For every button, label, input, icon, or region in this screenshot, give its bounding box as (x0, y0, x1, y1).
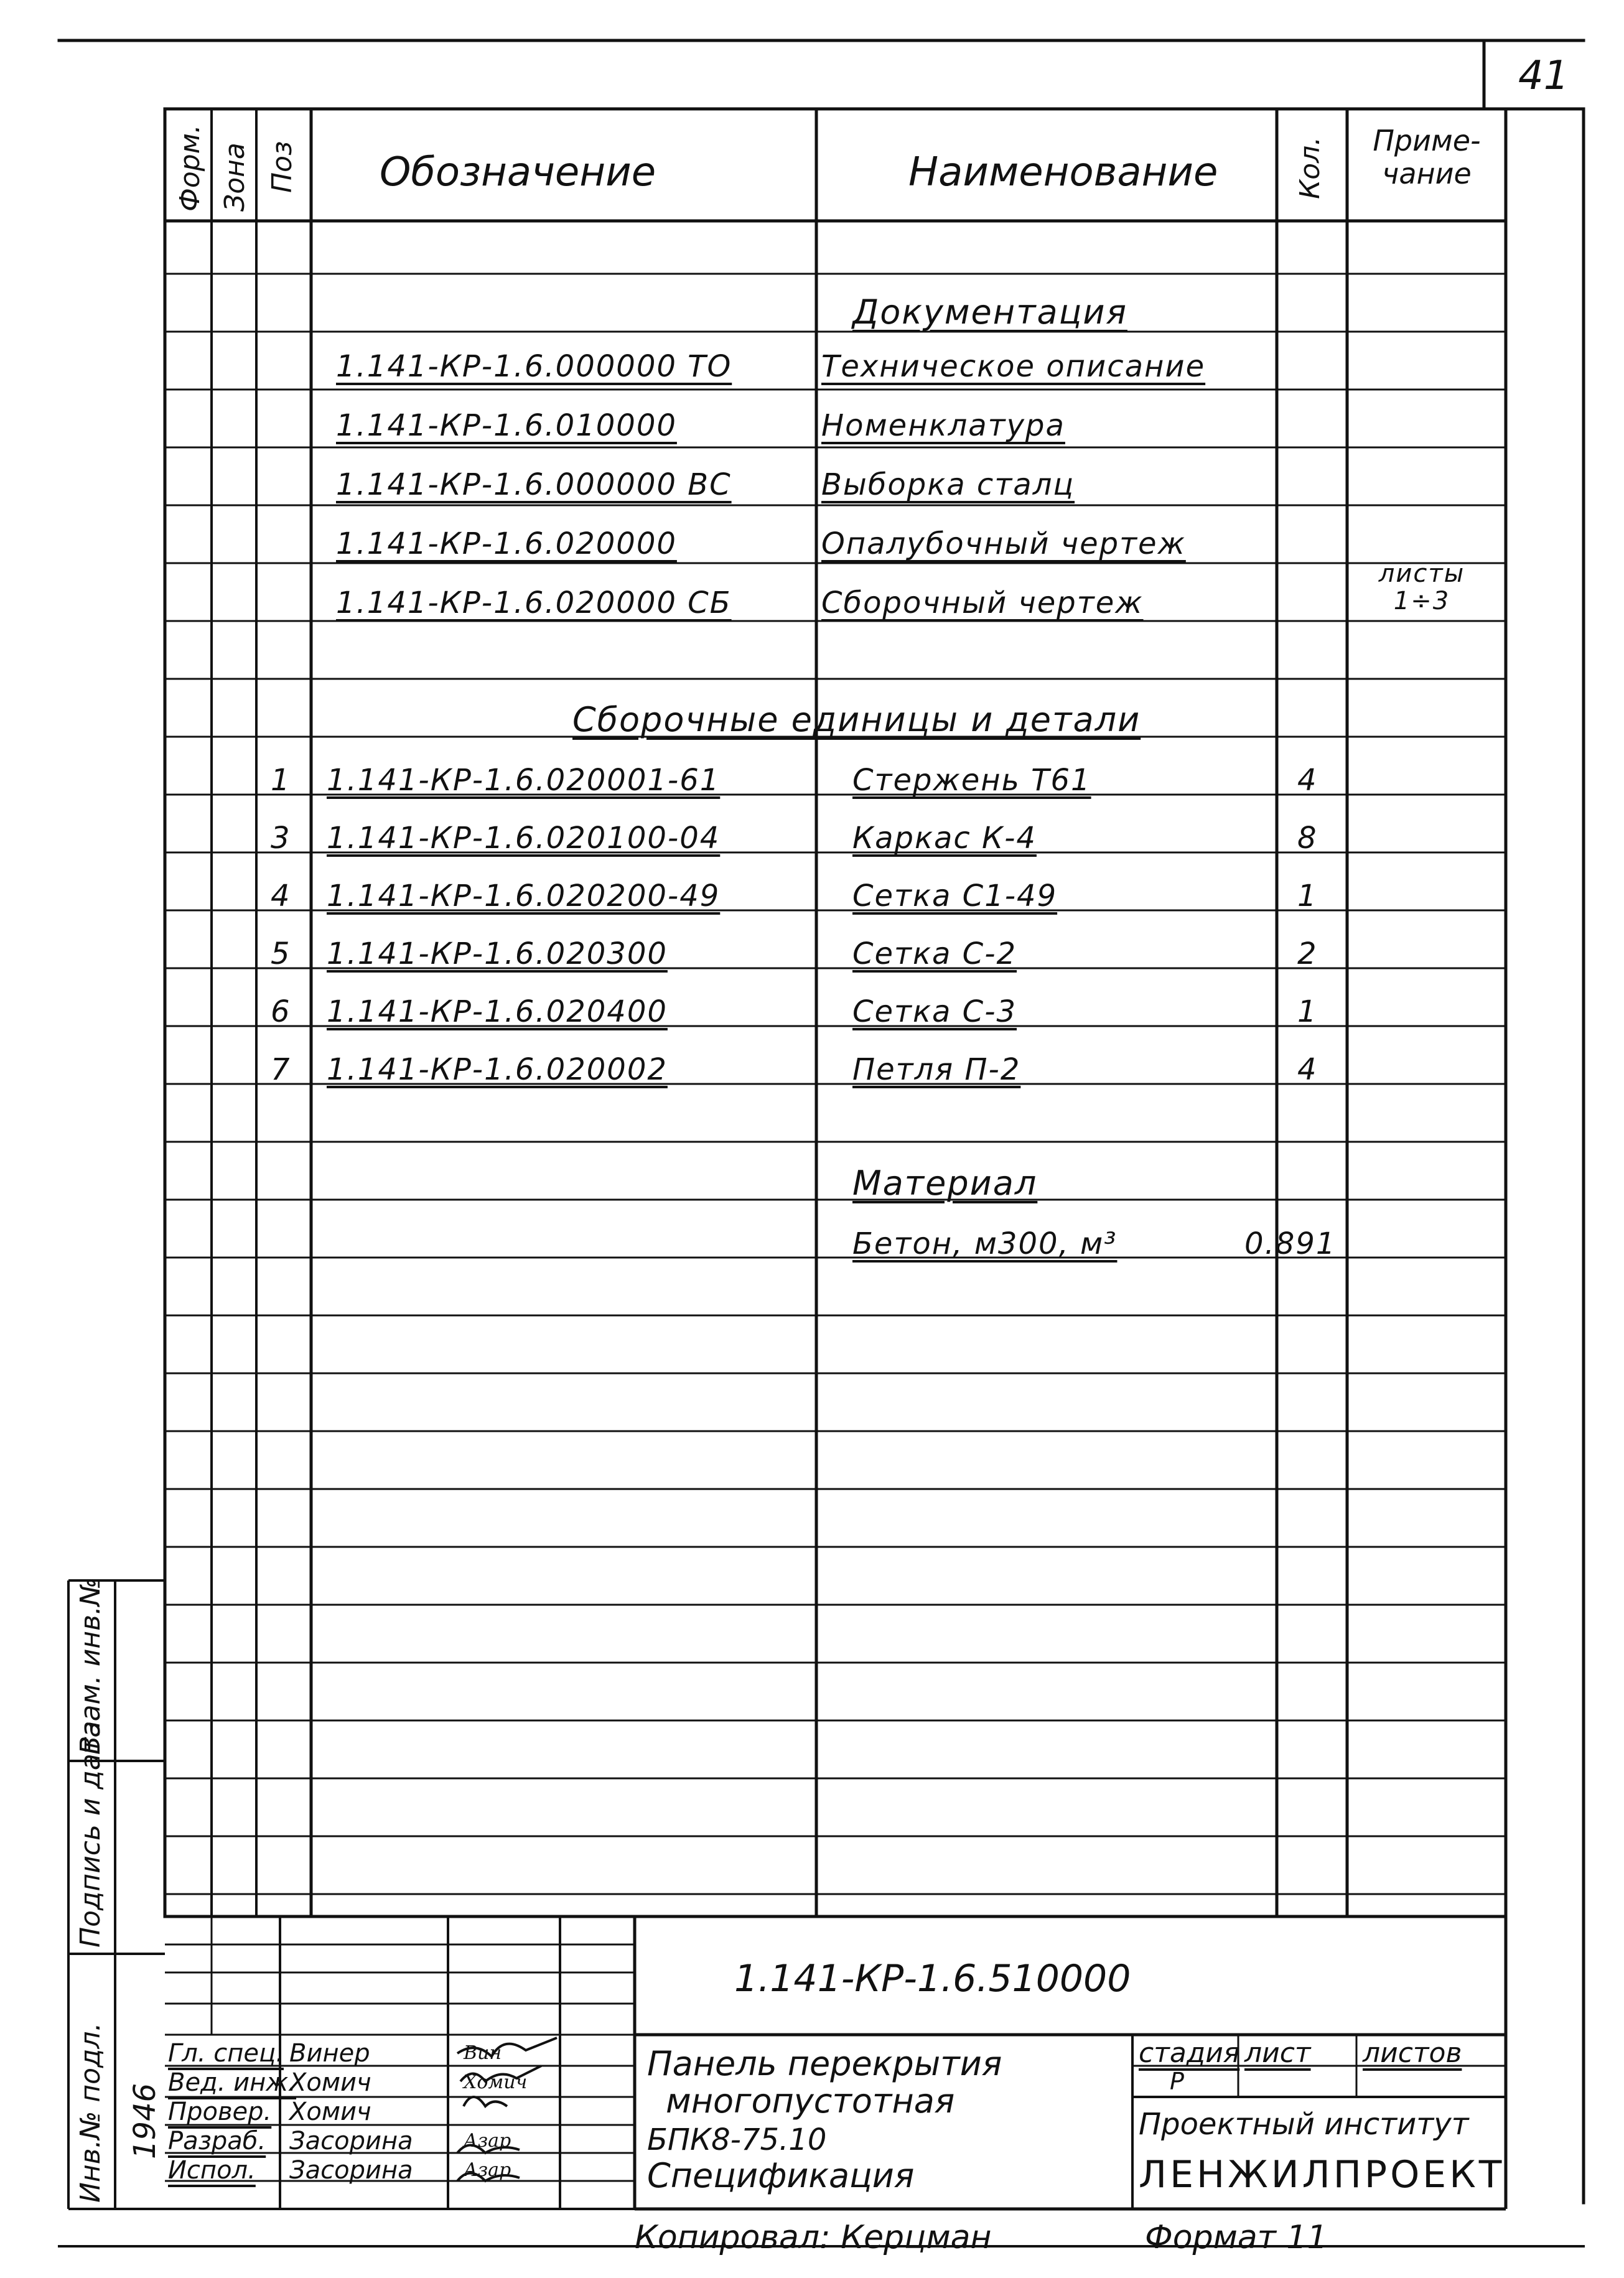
stage-label: стадия (1139, 2037, 1240, 2069)
part-designation: 1.141-КР-1.6.020200-49 (327, 879, 721, 913)
part-name: Петля П-2 (852, 1052, 1021, 1087)
material-name: Бетон, м300, м³ (852, 1226, 1118, 1261)
document-designation: 1.141-КР-1.6.010000 (336, 408, 677, 443)
signer-signature: Азар (464, 2130, 511, 2152)
signer-role: Вед. инж. (168, 2068, 297, 2097)
col-header-zone: Зона (219, 142, 251, 212)
part-pos: 5 (271, 936, 291, 971)
part-name: Сетка С-2 (852, 936, 1017, 971)
part-qty: 4 (1297, 763, 1318, 798)
part-pos: 6 (271, 994, 291, 1029)
col-header-pos: Поз (266, 141, 298, 193)
part-designation: 1.141-КР-1.6.020002 (327, 1052, 668, 1087)
signer-signature: Вин (464, 2042, 502, 2064)
signer-role: Провер. (168, 2098, 272, 2126)
copied-by: Копировал: Керцман (635, 2219, 992, 2256)
document-designation: 1.141-КР-1.6.000000 ВС (336, 467, 732, 502)
part-name: Сетка С1-49 (852, 879, 1058, 913)
signer-name: Засорина (289, 2156, 413, 2185)
document-note: листы 1÷3 (1378, 559, 1465, 615)
side-stamp-inv-podl: Инв.№ подл. (75, 2022, 106, 2203)
col-header-name: Наименование (908, 149, 1218, 195)
signer-role: Испол. (168, 2156, 256, 2185)
document-name: Номенклатура (821, 408, 1065, 443)
title-line-4: Спецификация (647, 2156, 915, 2195)
document-designation: 1.141-КР-1.6.020000 (336, 526, 677, 561)
signer-name: Винер (289, 2039, 370, 2068)
part-pos: 3 (271, 821, 291, 856)
part-qty: 1 (1297, 879, 1318, 913)
part-name: Стержень Т61 (852, 763, 1091, 798)
sheet-label: лист (1244, 2037, 1311, 2069)
side-stamp-podpis-data: Подпись и дата (75, 1720, 106, 1948)
col-header-note: Приме- чание (1373, 124, 1481, 190)
document-name: Выборка сталц (821, 467, 1075, 502)
title-line-2: многопустотная (666, 2081, 955, 2121)
part-pos: 7 (271, 1052, 291, 1087)
document-name: Опалубочный чертеж (821, 526, 1186, 561)
part-qty: 4 (1297, 1052, 1318, 1087)
title-line-1: Панель перекрытия (647, 2044, 1002, 2083)
signer-name: Засорина (289, 2127, 413, 2155)
col-header-qty: Кол. (1294, 136, 1326, 199)
section-material: Материал (852, 1164, 1038, 1203)
part-qty: 1 (1297, 994, 1318, 1029)
side-stamp-inv-value: 1946 (128, 2083, 162, 2159)
part-designation: 1.141-КР-1.6.020300 (327, 936, 668, 971)
document-designation: 1.141-КР-1.6.000000 ТО (336, 349, 732, 384)
title-block-code: 1.141-КР-1.6.510000 (734, 1957, 1131, 2000)
part-designation: 1.141-КР-1.6.020100-04 (327, 821, 721, 856)
org-line-1: Проектный институт (1139, 2107, 1469, 2142)
sheet-number: 41 (1518, 53, 1569, 99)
part-designation: 1.141-КР-1.6.020400 (327, 994, 668, 1029)
format-label: Формат 11 (1145, 2219, 1328, 2256)
section-documentation: Документация (852, 292, 1127, 332)
material-qty: 0.891 (1244, 1226, 1337, 1261)
sheets-label: листов (1363, 2037, 1462, 2069)
col-header-designation: Обозначение (380, 149, 656, 195)
document-name: Сборочный чертеж (821, 586, 1144, 620)
signer-role: Гл. спец. (168, 2039, 284, 2068)
stage-value: Р (1170, 2068, 1184, 2095)
part-qty: 8 (1297, 821, 1318, 856)
org-line-2: ЛЕНЖИЛПРОЕКТ (1139, 2153, 1505, 2196)
section-assembly-units: Сборочные единицы и детали (572, 700, 1141, 739)
side-stamp-vzam-inv: Взам. инв.№ (75, 1577, 106, 1755)
signer-role: Разраб. (168, 2127, 266, 2155)
title-line-3: БПК8-75.10 (647, 2122, 827, 2157)
part-qty: 2 (1297, 936, 1318, 971)
part-pos: 4 (271, 879, 291, 913)
signer-name: Хомич (289, 2098, 371, 2126)
part-name: Каркас К-4 (852, 821, 1037, 856)
part-pos: 1 (271, 763, 291, 798)
signer-signature: Азар (464, 2159, 511, 2181)
document-designation: 1.141-КР-1.6.020000 СБ (336, 586, 732, 620)
document-name: Техническое описание (821, 349, 1206, 384)
col-header-form: Форм. (174, 124, 206, 212)
signer-signature: Хомич (464, 2071, 528, 2093)
signer-name: Хомич (289, 2068, 371, 2097)
part-name: Сетка С-3 (852, 994, 1017, 1029)
part-designation: 1.141-КР-1.6.020001-61 (327, 763, 721, 798)
